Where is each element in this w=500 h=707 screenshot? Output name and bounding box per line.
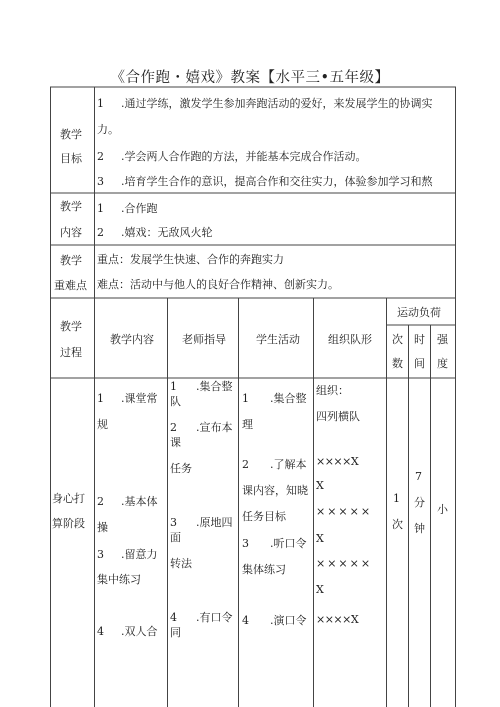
warmup-label-1: 身心打	[52, 492, 85, 505]
intensity-value: 小	[437, 503, 448, 516]
col-teacher-header: 老师指导	[182, 333, 226, 346]
content-item-num: 2	[97, 495, 104, 508]
goals-item1-cont: 力。	[97, 123, 119, 136]
content-label-2: 内容	[60, 226, 82, 239]
student-item-cont: 集体练习	[242, 563, 286, 576]
student-item-text: .演口令	[270, 614, 307, 627]
teacher-item-cont: 面	[170, 531, 181, 544]
col-load-header: 运动负荷	[397, 306, 441, 319]
student-item-num: 4	[242, 614, 249, 627]
teacher-item-num: 2	[170, 421, 177, 434]
teacher-item-cont: 课	[170, 436, 181, 449]
time-unit-2: 钟	[414, 522, 425, 535]
student-item-num: 3	[242, 537, 249, 550]
teacher-item-cont2: 转法	[170, 557, 192, 570]
content-item-cont: 集中练习	[97, 573, 141, 586]
document-title: 《合作跑・嬉戏》教案【水平三•五年级】	[110, 70, 390, 86]
col-org-header: 组织队形	[328, 333, 372, 346]
org-row: X	[316, 583, 324, 596]
col-intensity-header-1: 强	[437, 333, 448, 346]
student-item-cont: 理	[242, 418, 253, 431]
org-row: ×××××	[316, 557, 373, 570]
content-item-text: .双人合	[121, 625, 158, 638]
teacher-item-text: .有口令	[196, 611, 233, 624]
student-item-num: 1	[242, 392, 249, 405]
content-item-num: 3	[97, 548, 104, 561]
content-item1-num: 1	[97, 202, 104, 215]
content-item-text: .留意力	[121, 548, 158, 561]
keypoints-label-2: 重难点	[54, 279, 87, 292]
student-item-text: .集合整	[270, 392, 307, 405]
teacher-item-num: 3	[170, 516, 177, 529]
keypoints-difficulty: 难点：活动中与他人的良好合作精神、创新实力。	[97, 278, 339, 291]
times-value: 1	[393, 492, 400, 505]
student-item-text: .了解本	[270, 458, 307, 471]
teacher-item-num: 4	[170, 611, 177, 624]
org-row: ××××X	[316, 613, 359, 626]
col-student-header: 学生活动	[256, 333, 300, 346]
goals-item1-text: .通过学练，激发学生参加奔跑活动的爱好，来发展学生的协调实	[121, 97, 433, 110]
org-row: X	[316, 532, 324, 545]
student-item-num: 2	[242, 458, 249, 471]
teacher-item-cont2: 任务	[170, 462, 192, 475]
col-time-header-2: 间	[414, 357, 425, 370]
goals-item2-text: .学会两人合作跑的方法，并能基本完成合作活动。	[121, 150, 367, 163]
col-times-header-1: 次	[392, 333, 403, 346]
teacher-item-cont: 队	[170, 395, 181, 408]
col-content-header: 教学内容	[110, 333, 154, 346]
content-label-1: 教学	[60, 200, 82, 213]
org-formation: 四列横队	[316, 410, 360, 423]
content-item-cont: 规	[97, 418, 108, 431]
content-item-num: 1	[97, 392, 104, 405]
goals-label-1: 教学	[60, 128, 82, 141]
teacher-item-cont: 同	[170, 626, 181, 639]
teacher-item-text: .原地四	[196, 516, 233, 529]
warmup-label-2: 算阶段	[52, 517, 85, 530]
org-row: X	[316, 479, 324, 492]
process-label-1: 教学	[60, 320, 82, 333]
student-item-cont2: 任务目标	[242, 510, 286, 523]
content-item-text: .课堂常	[121, 392, 158, 405]
col-intensity-header-2: 度	[437, 357, 448, 370]
content-item2-text: .嬉戏：无敌风火轮	[121, 226, 213, 239]
content-item1-text: .合作跑	[121, 202, 158, 215]
teacher-item-text: .集合整	[196, 380, 233, 393]
org-label: 组织：	[316, 384, 349, 397]
content-item-text: .基本体	[121, 495, 158, 508]
org-row: ×××××	[316, 505, 373, 518]
keypoints-label-1: 教学	[60, 254, 82, 267]
goals-item1-num: 1	[97, 97, 104, 110]
student-item-cont: 课内容，知晓	[242, 484, 308, 497]
process-label-2: 过程	[60, 346, 82, 359]
org-row: ××××X	[316, 455, 359, 468]
time-value: 7	[415, 470, 422, 483]
teacher-item-num: 1	[170, 380, 177, 393]
content-item-cont: 操	[97, 521, 108, 534]
keypoints-key: 重点：发展学生快速、合作的奔跑实力	[97, 253, 284, 266]
time-unit-1: 分	[414, 496, 425, 509]
goals-item2-num: 2	[97, 150, 104, 163]
content-item2-num: 2	[97, 226, 104, 239]
times-unit: 次	[392, 518, 403, 531]
teacher-item-text: .宣布本	[196, 421, 233, 434]
goals-item3-num: 3	[97, 175, 104, 188]
student-item-text: .听口令	[270, 537, 307, 550]
content-item-num: 4	[97, 625, 104, 638]
col-times-header-2: 数	[392, 357, 403, 370]
col-time-header-1: 时	[414, 333, 425, 346]
goals-item3-text: .培育学生合作的意识，提高合作和交往实力，体验参加学习和熬	[121, 175, 433, 188]
goals-label-2: 目标	[60, 152, 82, 165]
